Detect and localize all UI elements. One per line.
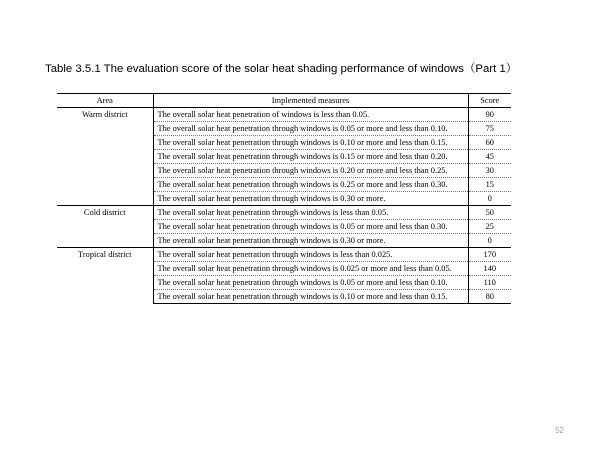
- measure-cell: The overall solar heat penetration through windows is 0.30 or more.: [153, 234, 468, 248]
- score-cell: 75: [468, 122, 511, 136]
- measure-cell: The overall solar heat penetration through windows is 0.025 or more and less than 0.05.: [153, 262, 468, 276]
- table-row: [57, 248, 511, 262]
- score-cell: 25: [468, 220, 511, 234]
- score-cell: 60: [468, 136, 511, 150]
- measure-cell: The overall solar heat penetration through windows is 0.15 or more and less than 0.20.: [153, 150, 468, 164]
- measure-cell: The overall solar heat penetration of windows is less than 0.05.: [153, 108, 468, 122]
- score-cell: 140: [468, 262, 511, 276]
- header-score: Score: [468, 94, 511, 108]
- header-area: Area: [57, 94, 153, 108]
- measure-cell: The overall solar heat penetration through windows is less than 0.025.: [153, 248, 468, 262]
- score-cell: 80: [468, 290, 511, 304]
- measure-cell: The overall solar heat penetration through windows is 0.20 or more and less than 0.25.: [153, 164, 468, 178]
- header-measures: Implemented measures: [153, 94, 468, 108]
- measure-cell: The overall solar heat penetration through windows is 0.05 or more and less than 0.10.: [153, 276, 468, 290]
- table-row: [57, 206, 511, 220]
- measure-cell: The overall solar heat penetration through windows is less than 0.05.: [153, 206, 468, 220]
- score-cell: 170: [468, 248, 511, 262]
- area-cell: Cold district: [57, 206, 153, 248]
- table-body: [57, 108, 511, 304]
- measure-cell: The overall solar heat penetration through windows is 0.30 or more.: [153, 192, 468, 206]
- score-cell: 0: [468, 234, 511, 248]
- score-cell: 90: [468, 108, 511, 122]
- score-cell: 0: [468, 192, 511, 206]
- score-cell: 50: [468, 206, 511, 220]
- evaluation-score-table: [57, 93, 511, 304]
- score-cell: 45: [468, 150, 511, 164]
- table-header-row: [57, 94, 511, 108]
- measure-cell: The overall solar heat penetration through windows is 0.05 or more and less than 0.10.: [153, 122, 468, 136]
- score-cell: 30: [468, 164, 511, 178]
- measure-cell: The overall solar heat penetration through windows is 0.10 or more and less than 0.15.: [153, 136, 468, 150]
- measure-cell: The overall solar heat penetration through windows is 0.05 or more and less than 0.30.: [153, 220, 468, 234]
- table-title: Table 3.5.1 The evaluation score of the solar heat shading performance of windows（Part 1）: [45, 63, 518, 75]
- measure-cell: The overall solar heat penetration through windows is 0.25 or more and less than 0.30.: [153, 178, 468, 192]
- score-cell: 110: [468, 276, 511, 290]
- page-number: 52: [555, 426, 564, 435]
- score-cell: 15: [468, 178, 511, 192]
- measure-cell: The overall solar heat penetration through windows is 0.10 or more and less than 0.15.: [153, 290, 468, 304]
- area-cell: Warm district: [57, 108, 153, 206]
- area-cell: Tropical district: [57, 248, 153, 304]
- table-row: [57, 108, 511, 122]
